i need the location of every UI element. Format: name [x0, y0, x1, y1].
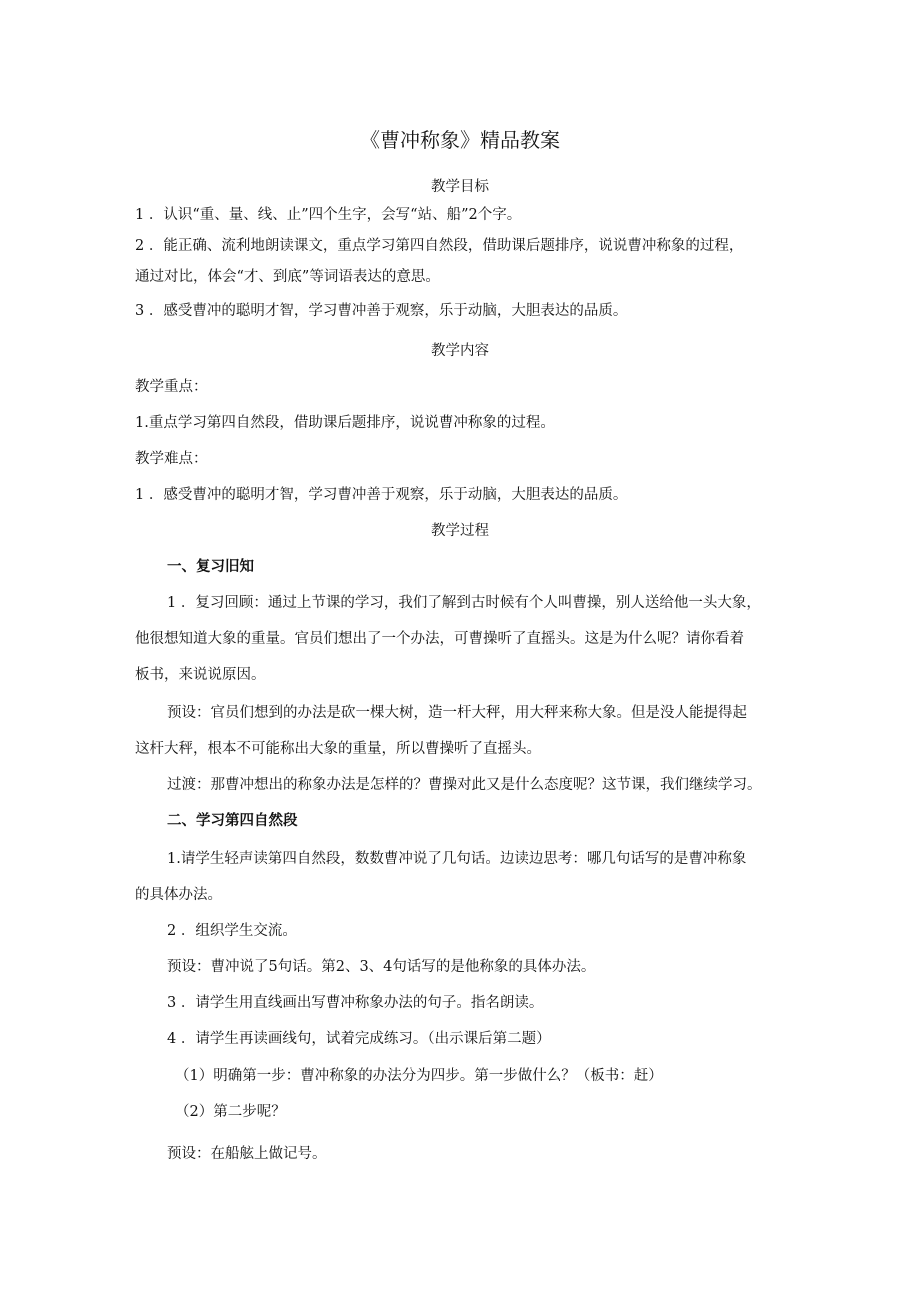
preset-paragraph-line-2: 这杆大秤，根本不可能称出大象的重量，所以曹操听了直摇头。 [135, 741, 541, 757]
section-heading-goals: 教学目标 [431, 179, 489, 195]
transition-paragraph: 过渡：那曹冲想出的称象办法是怎样的？曹操对此又是什么态度呢？这节课，我们继续学习。 [167, 777, 762, 793]
subsection-title-paragraph-four: 二、学习第四自然段 [167, 812, 298, 829]
step-3: 3 ．请学生用直线画出写曹冲称象办法的句子。指名朗读。 [167, 995, 544, 1011]
key-point-item: 1.重点学习第四自然段，借助课后题排序，说说曹冲称象的过程。 [135, 415, 555, 431]
section-heading-process: 教学过程 [431, 523, 489, 539]
review-paragraph-line-3: 板书，来说说原因。 [135, 667, 266, 683]
preset-sentences: 预设：曹冲说了5句话。第2、3、4句话写的是他称象的具体办法。 [167, 959, 596, 975]
step-2: 2 ．组织学生交流。 [167, 923, 297, 939]
goal-item-2-line-1: 2 ．能正确、流利地朗读课文，重点学习第四自然段，借助课后题排序，说说曹冲称象的过程， [135, 238, 744, 254]
goal-item-1: 1 ．认识“重、量、线、止”四个生字，会写“站、船”2个字。 [135, 207, 522, 223]
step-4: 4 ．请学生再读画线句，试着完成练习。（出示课后第二题） [167, 1031, 551, 1047]
step-1-line-2: 的具体办法。 [135, 887, 222, 903]
subsection-title-review: 一、复习旧知 [167, 558, 254, 575]
goal-item-3: 3 ．感受曹冲的聪明才智，学习曹冲善于观察，乐于动脑，大胆表达的品质。 [135, 303, 628, 319]
sub-step-1: （1）明确第一步：曹冲称象的办法分为四步。第一步做什么？（板书：赶） [175, 1068, 663, 1084]
difficulty-label: 教学难点： [135, 451, 208, 467]
goal-item-2-line-2: 通过对比，体会“才、到底”等词语表达的意思。 [135, 269, 440, 285]
preset-paragraph-line-1: 预设：官员们想到的办法是砍一棵大树，造一杆大秤，用大秤来称大象。但是没人能提得起 [167, 705, 747, 721]
key-points-label: 教学重点： [135, 379, 208, 395]
review-paragraph-line-2: 他很想知道大象的重量。官员们想出了一个办法，可曹操听了直摇头。这是为什么呢？请你看着 [135, 631, 744, 647]
section-heading-content: 教学内容 [431, 343, 489, 359]
step-1-line-1: 1.请学生轻声读第四自然段，数数曹冲说了几句话。边读边思考：哪几句话写的是曹冲称象 [167, 851, 747, 867]
sub-step-2: （2）第二步呢？ [175, 1104, 286, 1120]
difficulty-item: 1 ．感受曹冲的聪明才智，学习曹冲善于观察，乐于动脑，大胆表达的品质。 [135, 487, 628, 503]
preset-mark: 预设：在船舷上做记号。 [167, 1146, 327, 1162]
review-paragraph-line-1: 1 ．复习回顾：通过上节课的学习，我们了解到古时候有个人叫曹操，别人送给他一头大象， [167, 595, 761, 611]
document-title: 《曹冲称象》精品教案 [360, 128, 560, 152]
